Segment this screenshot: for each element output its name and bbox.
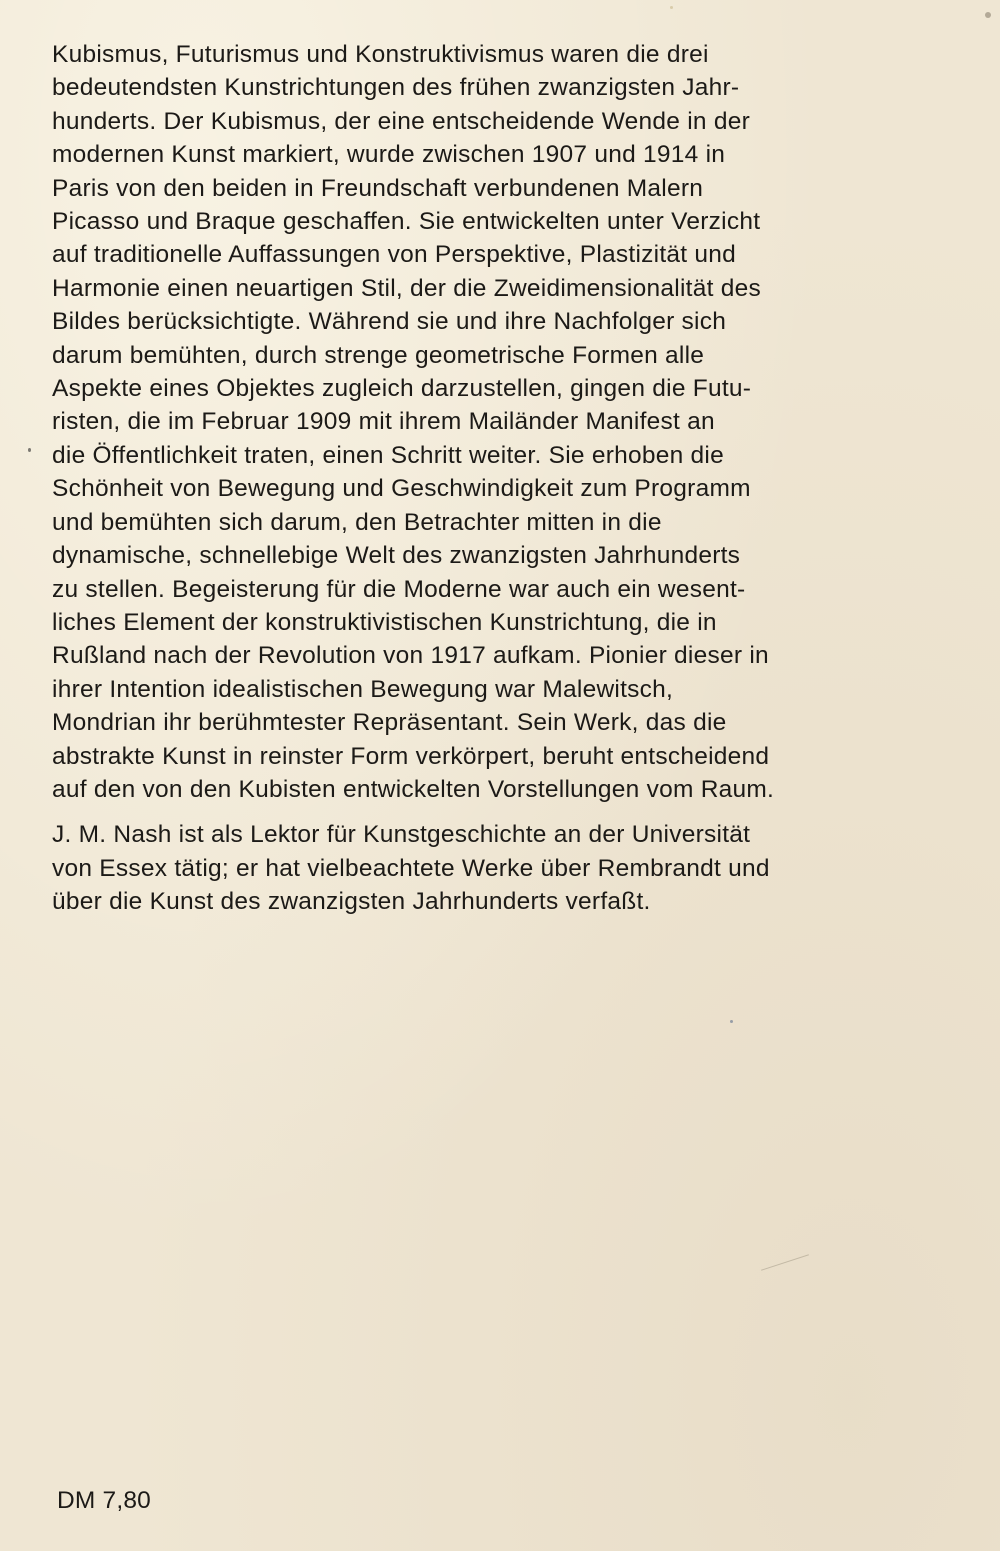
text-line: Kubismus, Futurismus und Konstruktivismus waren die drei [52, 41, 709, 68]
text-line: auf den von den Kubisten entwickelten Vorstellungen vom Raum. [52, 775, 775, 803]
author-bio-paragraph [52, 818, 922, 918]
text-line: modernen Kunst markiert, wurde zwischen 1907 und 1914 in [52, 141, 726, 169]
text-line: darum bemühten, durch strenge geometrische Formen alle [52, 341, 705, 369]
blurb-text [52, 38, 922, 919]
text-line: bedeutendsten Kunstrichtungen des frühen zwanzigsten Jahr- [52, 74, 740, 102]
text-line: über die Kunst des zwanzigsten Jahrhunderts verfaßt. [52, 888, 651, 916]
text-line: zu stellen. Begeisterung für die Moderne war auch ein wesent- [52, 575, 746, 603]
text-line: Bildes berücksichtigte. Während sie und ihre Nachfolger sich [52, 308, 727, 336]
text-line: Aspekte eines Objektes zugleich darzustellen, gingen die Futu- [52, 375, 752, 403]
text-line: Mondrian ihr berühmtester Repräsentant. Sein Werk, das die [52, 709, 727, 737]
text-line: Rußland nach der Revolution von 1917 aufkam. Pionier dieser in [52, 642, 769, 670]
text-line: Paris von den beiden in Freundschaft verbundenen Malern [52, 174, 704, 202]
paper-speck [730, 1020, 733, 1023]
text-line: risten, die im Februar 1909 mit ihrem Mailänder Manifest an [52, 408, 715, 436]
text-line: ihrer Intention idealistischen Bewegung war Malewitsch, [52, 675, 674, 703]
text-line: von Essex tätig; er hat vielbeachtete Werke über Rembrandt und [52, 854, 770, 882]
paragraph-spacer [52, 806, 922, 818]
paper-scratch [761, 1254, 809, 1270]
blurb-paragraph-1 [52, 38, 922, 806]
price-label: DM 7,80 [57, 1487, 151, 1514]
text-line: Schönheit von Bewegung und Geschwindigkeit zum Programm [52, 475, 751, 503]
text-line: Harmonie einen neuartigen Stil, der die Zweidimensionalität des [52, 274, 761, 302]
text-line: und bemühten sich darum, den Betrachter mitten in die [52, 508, 662, 536]
text-line: auf traditionelle Auffassungen von Perspektive, Plastizität und [52, 241, 737, 269]
text-line: liches Element der konstruktivistischen Kunstrichtung, die in [52, 608, 717, 636]
text-line: die Öffentlichkeit traten, einen Schritt weiter. Sie erhoben die [52, 441, 724, 469]
text-line: abstrakte Kunst in reinster Form verkörpert, beruht entscheidend [52, 742, 770, 770]
paper-speck [670, 6, 673, 9]
text-line: hunderts. Der Kubismus, der eine entscheidende Wende in der [52, 107, 750, 135]
text-line: J. M. Nash ist als Lektor für Kunstgeschichte an der Universität [52, 821, 751, 849]
paper-speck [28, 448, 31, 452]
paper-speck [985, 12, 991, 18]
text-line: Picasso und Braque geschaffen. Sie entwickelten unter Verzicht [52, 208, 761, 236]
text-line: dynamische, schnellebige Welt des zwanzigsten Jahrhunderts [52, 542, 741, 570]
